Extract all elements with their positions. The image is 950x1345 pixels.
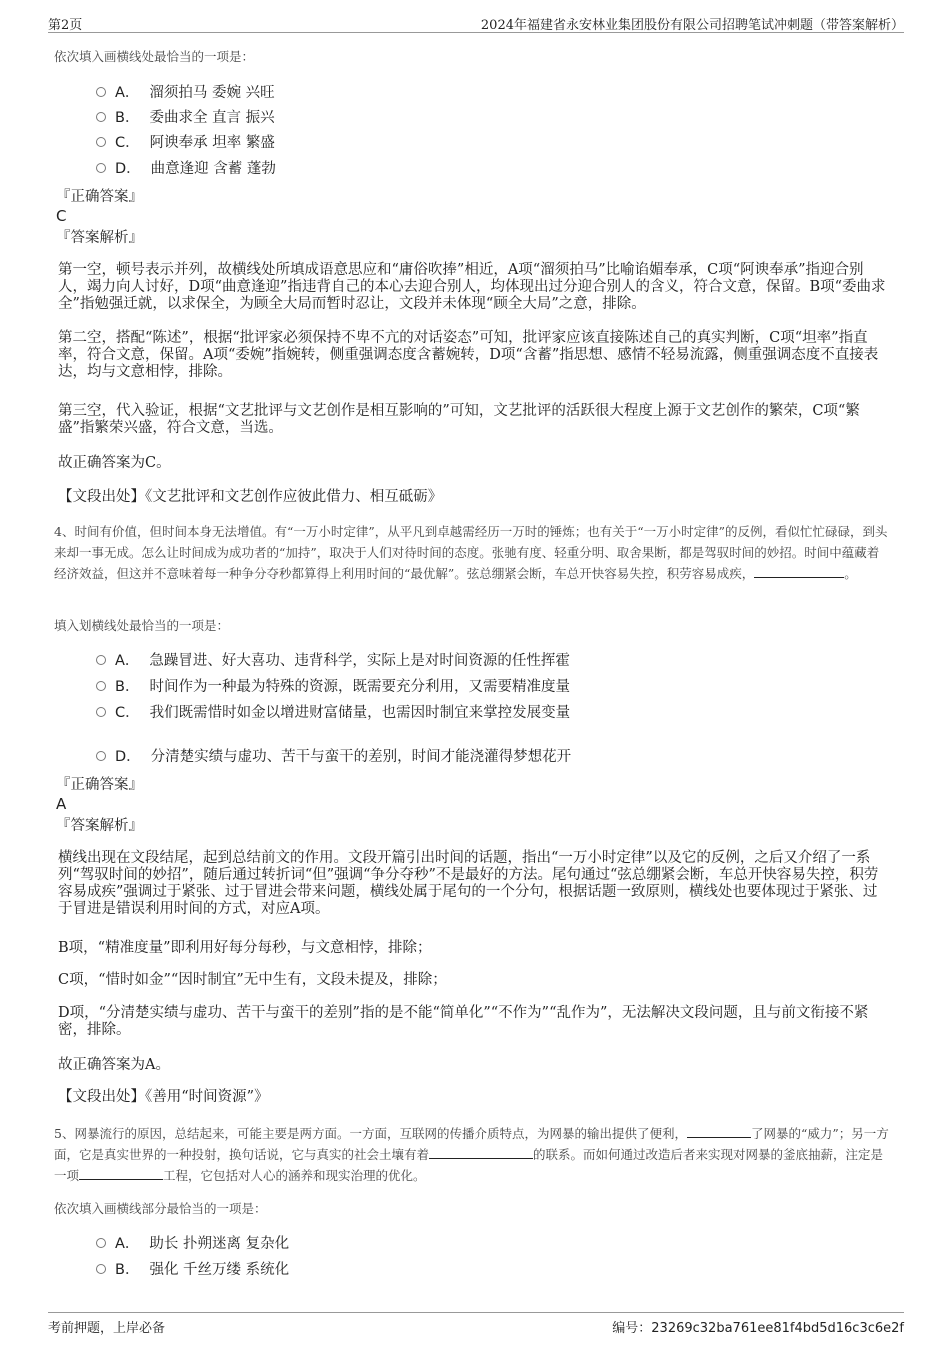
document-title: 2024年福建省永安林业集团股份有限公司招聘笔试冲刺题（带答案解析） — [480, 18, 904, 33]
radio-icon[interactable] — [96, 163, 106, 173]
q5-option-a[interactable]: A． 助长 扑朔迷离 复杂化 — [96, 1233, 289, 1255]
analysis-paragraph: C项，“惜时如金”“因时制宜”无中生有，文段未提及，排除； — [58, 972, 447, 988]
footer-slogan: 考前押题，上岸必备 — [48, 1321, 166, 1336]
analysis-paragraph: 第一空，顿号表示并列，故横线处所填成语意思应和“庸俗吹捧”相近，A项“溜须拍马”比喻谄媚奉承，C项“阿谀奉承”指迎合别人，竭力向人讨好，D项“曲意逢迎”指违背自己的本心去迎合别人，均体现出过分迎合别人的含义，符合文意，保留。B项“委曲求全”指勉强迁就，以求保全，为顾全大局而暂时忍让，文段并未体现“顾全大局”之意，排除。 — [58, 262, 886, 312]
analysis-conclusion: 故正确答案为A。 — [58, 1057, 170, 1073]
analysis-paragraph: B项，“精准度量”即利用好每分每秒，与文意相悖，排除； — [58, 940, 432, 956]
q4-option-d[interactable]: D． 分清楚实绩与虚功、苦干与蛮干的差别，时间才能浇灌得梦想花开 — [96, 746, 571, 768]
q3-option-a[interactable]: A． 溜须拍马 委婉 兴旺 — [96, 82, 275, 104]
radio-icon[interactable] — [96, 137, 106, 147]
analysis-paragraph: D项，“分清楚实绩与虚功、苦干与蛮干的差别”指的是不能“简单化”“不作为”“乱作为”，无法解决文段问题，且与前文衔接不紧密，排除。 — [58, 1005, 869, 1038]
fill-blank — [687, 1125, 751, 1138]
radio-icon[interactable] — [96, 751, 106, 761]
radio-icon[interactable] — [96, 655, 106, 665]
q3-option-d[interactable]: D． 曲意逢迎 含蓄 蓬勃 — [96, 158, 276, 180]
analysis-paragraph: 第三空，代入验证，根据“文艺批评与文艺创作是相互影响的”可知，文艺批评的活跃很大程度上源于文艺创作的繁荣，C项“繁盛”指繁荣兴盛，符合文意，当选。 — [58, 403, 860, 436]
page-footer — [48, 1312, 904, 1337]
q5-option-b[interactable]: B． 强化 千丝万缕 系统化 — [96, 1259, 289, 1281]
q3-option-b[interactable]: B． 委曲求全 直言 振兴 — [96, 107, 275, 129]
answer-label: 『正确答案』 — [56, 189, 143, 205]
q4-option-c[interactable]: C． 我们既需惜时如金以增进财富储量，也需因时制宜来掌控发展变量 — [96, 702, 570, 724]
answer-label: 『正确答案』 — [56, 777, 143, 793]
q4-option-a[interactable]: A． 急躁冒进、好大喜功、违背科学，实际上是对时间资源的任性挥霍 — [96, 650, 570, 672]
source-citation: 【文段出处】《文艺批评和文艺创作应彼此借力、相互砥砺》 — [58, 489, 443, 505]
radio-icon[interactable] — [96, 112, 106, 122]
radio-icon[interactable] — [96, 1238, 106, 1248]
q3-option-c[interactable]: C． 阿谀奉承 坦率 繁盛 — [96, 132, 275, 154]
analysis-conclusion: 故正确答案为C。 — [58, 455, 171, 471]
correct-answer: C — [56, 207, 67, 225]
q5-stem: 5、网暴流行的原因，总结起来，可能主要是两方面。一方面，互联网的传播介质特点，为网暴的输出提供了便利， 了网暴的“威力”；另一方面，它是真实世界的一种投射，换句话说，它与真实的社会土壤有着 的联系。而如何通过改造后者来实现对网暴的釜底抽薪，注定是一项 工程，它包括对人心的涵养和现实治理的优化。 — [54, 1126, 889, 1183]
document-id: 编号：23269c32ba761ee81f4bd5d16c3c6e2f — [612, 1321, 904, 1336]
radio-icon[interactable] — [96, 681, 106, 691]
radio-icon[interactable] — [96, 707, 106, 717]
q3-prompt: 依次填入画横线处最恰当的一项是： — [54, 49, 255, 64]
fill-blank — [754, 565, 844, 578]
source-citation: 【文段出处】《善用“时间资源”》 — [58, 1089, 269, 1105]
q4-prompt: 填入划横线处最恰当的一项是： — [54, 618, 230, 633]
analysis-label: 『答案解析』 — [56, 230, 143, 246]
analysis-paragraph: 第二空，搭配“陈述”，根据“批评家必须保持不卑不亢的对话姿态”可知，批评家应该直接陈述自己的真实判断，C项“坦率”指直率，符合文意，保留。A项“委婉”指婉转，侧重强调态度含蓄婉转，D项“含蓄”指思想、感情不轻易流露，侧重强调态度不直接表达，均与文意相悖，排除。 — [58, 330, 879, 380]
q5-prompt: 依次填入画横线部分最恰当的一项是： — [54, 1201, 267, 1216]
q4-stem: 4、时间有价值，但时间本身无法增值。有“一万小时定律”，从平凡到卓越需经历一万时的锤炼；也有关于“一万小时定律”的反例，看似忙忙碌碌，到头来却一事无成。怎么让时间成为成功者的“加持”，取决于人们对待时间的态度。张驰有度、轻重分明、取舍果断，都是驾驭时间的妙招。时间中蕴藏着经济效益，但这并不意味着每一种争分夺秒都算得上利用时间的“最优解”。弦总绷紧会断，车总开快容易失控，积劳容易成疾， 。 — [54, 524, 888, 581]
correct-answer: A — [56, 795, 67, 813]
fill-blank — [429, 1146, 533, 1159]
radio-icon[interactable] — [96, 1264, 106, 1274]
analysis-label: 『答案解析』 — [56, 818, 143, 834]
q4-option-b[interactable]: B． 时间作为一种最为特殊的资源，既需要充分利用，又需要精准度量 — [96, 676, 570, 698]
analysis-paragraph: 横线出现在文段结尾，起到总结前文的作用。文段开篇引出时间的话题，指出“一万小时定律”以及它的反例，之后又介绍了一系列“驾驭时间的妙招”，随后通过转折词“但”强调“争分夺秒”不是最好的方法。尾句通过“弦总绷紧会断，车总开快容易失控，积劳容易成疾”强调过于紧张、过于冒进会带来问题，横线处属于尾句的一个分句，根据话题一致原则，横线处也要体现过于紧张、过于冒进是错误利用时间的方式，对应A项。 — [58, 850, 879, 917]
page-number: 第2页 — [48, 18, 83, 33]
fill-blank — [79, 1167, 163, 1180]
radio-icon[interactable] — [96, 87, 106, 97]
page-header — [48, 10, 904, 33]
